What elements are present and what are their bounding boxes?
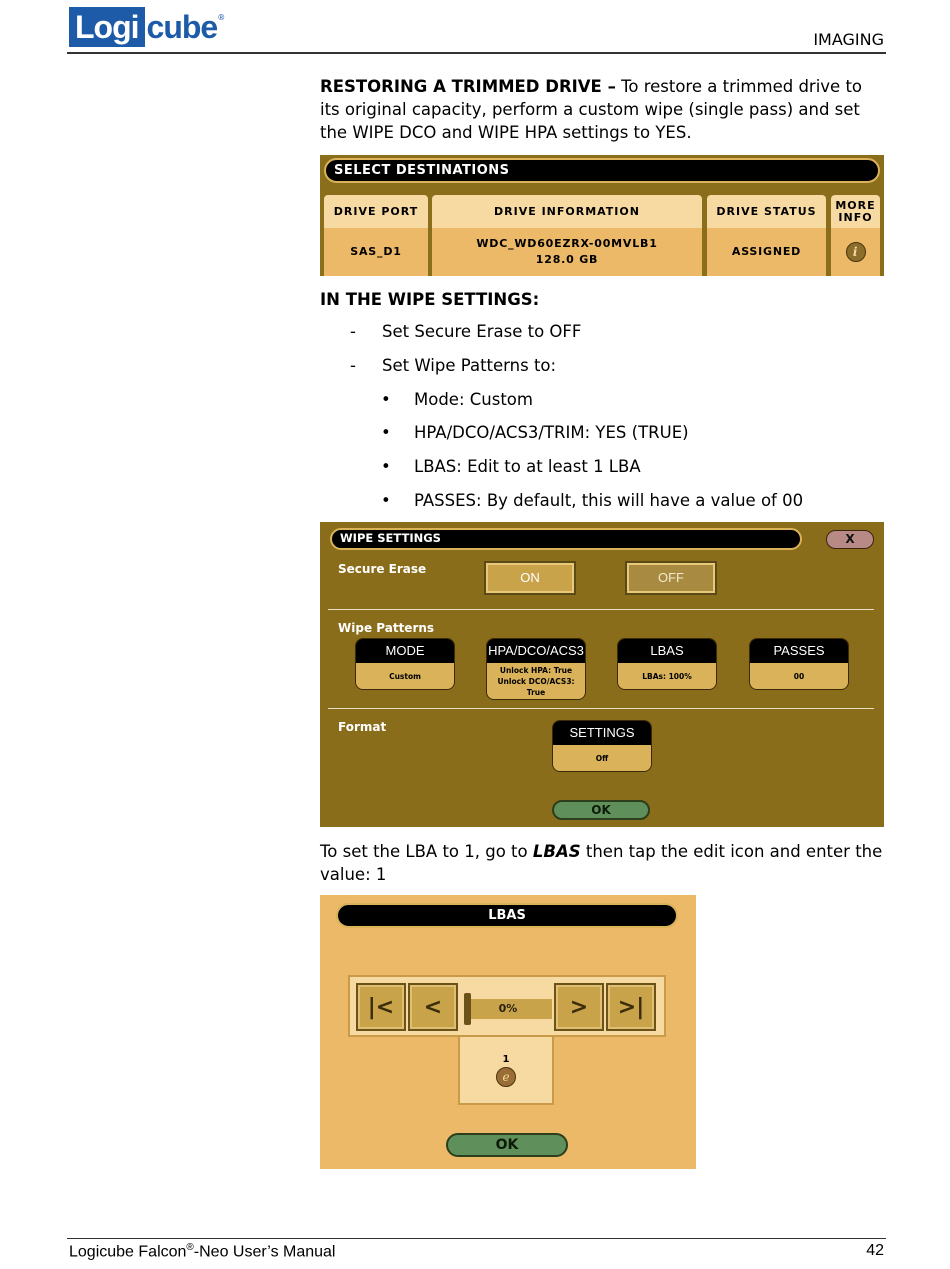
passes-card-value: 00 [793, 671, 805, 681]
header-divider [67, 52, 886, 54]
format-settings-card[interactable] [552, 720, 652, 772]
wipe-patterns-label: Wipe Patterns [338, 621, 435, 635]
wipe-settings-heading: IN THE WIPE SETTINGS: [320, 290, 540, 309]
manual-title-reg: ® [186, 1242, 194, 1253]
step-text: Set Secure Erase to OFF [382, 322, 582, 341]
footer-divider [67, 1238, 886, 1239]
bullet-marker: • [381, 457, 391, 476]
lba-instruction-em: LBAS [532, 842, 581, 861]
lba-instruction-pre: To set the LBA to 1, go to [320, 842, 533, 861]
drive-info-header: DRIVE INFORMATION [432, 195, 702, 228]
select-destinations-title: SELECT DESTINATIONS [324, 158, 880, 183]
prev-icon[interactable]: < [408, 983, 458, 1031]
section-divider [328, 609, 874, 610]
lbas-title: LBAS [336, 903, 678, 928]
hpa-dco-acs3-card[interactable] [486, 638, 586, 700]
drive-capacity: 128.0 GB [535, 253, 599, 266]
drive-info-column[interactable] [432, 195, 702, 276]
drive-status-value: ASSIGNED [731, 245, 802, 258]
hpa-card-title: HPA/DCO/ACS3 [487, 639, 585, 663]
lba-navigation [348, 975, 666, 1037]
hpa-card-line1: Unlock HPA: True [499, 665, 573, 675]
dash-marker: - [350, 322, 356, 341]
bullet-text: LBAS: Edit to at least 1 LBA [414, 457, 641, 476]
bullet-marker: • [381, 390, 391, 409]
page-number: 42 [866, 1242, 884, 1259]
section-divider [328, 708, 874, 709]
bullet-marker: • [381, 423, 391, 442]
lbas-panel [320, 895, 696, 1169]
hpa-card-line2: Unlock DCO/ACS3: True [497, 676, 575, 697]
mode-card-value: Custom [389, 671, 421, 681]
list-item [381, 491, 804, 510]
drive-port-column[interactable] [324, 195, 428, 276]
manual-title [69, 1242, 335, 1261]
info-icon[interactable]: i [846, 242, 866, 262]
bullet-text: Mode: Custom [414, 390, 533, 409]
more-info-header: MORE INFO [831, 195, 880, 228]
lbas-card[interactable] [617, 638, 717, 690]
passes-card-title: PASSES [750, 639, 848, 663]
section-title: IMAGING [813, 30, 884, 49]
mode-card-title: MODE [356, 639, 454, 663]
list-item [381, 423, 689, 442]
progress-handle[interactable] [464, 993, 471, 1025]
lba-progress: 0% [464, 999, 552, 1019]
drive-status-header: DRIVE STATUS [707, 195, 826, 228]
wipe-settings-title: WIPE SETTINGS [330, 528, 802, 550]
format-label: Format [338, 720, 387, 734]
wipe-ok-button[interactable]: OK [552, 800, 650, 820]
lba-value: 1 [502, 1053, 510, 1065]
lba-instruction [320, 840, 884, 886]
manual-title-suffix: -Neo User’s Manual [193, 1243, 336, 1261]
wipe-settings-panel [320, 522, 884, 827]
list-item [381, 457, 641, 476]
dash-marker: - [350, 356, 356, 375]
list-item [350, 356, 557, 375]
list-item [350, 322, 582, 341]
edit-icon[interactable]: e [496, 1067, 516, 1087]
last-icon[interactable]: >| [606, 983, 656, 1031]
intro-text: To restore a trimmed drive to its original capacity, perform a custom wipe (single pass) and set the WIPE DCO and WIPE HPA settings to YES. [320, 77, 863, 142]
manual-title-main: Logicube Falcon [69, 1243, 187, 1261]
lbas-ok-button[interactable]: OK [446, 1133, 568, 1157]
secure-erase-off-button[interactable]: OFF [625, 561, 717, 595]
bullet-text: HPA/DCO/ACS3/TRIM: YES (TRUE) [414, 423, 689, 442]
intro-bold: RESTORING A TRIMMED DRIVE – [320, 77, 616, 96]
mode-card[interactable] [355, 638, 455, 690]
drive-port-value: SAS_D1 [350, 245, 402, 258]
logo-registered: ® [217, 13, 226, 22]
bullet-text: PASSES: By default, this will have a value of 00 [414, 491, 804, 510]
intro-paragraph [320, 75, 884, 144]
logicube-logo [69, 7, 225, 47]
more-info-column [831, 195, 880, 276]
first-icon[interactable]: |< [356, 983, 406, 1031]
logo-main: Logi [69, 7, 145, 47]
step-text: Set Wipe Patterns to: [382, 356, 557, 375]
list-item [381, 390, 533, 409]
drive-model: WDC_WD60EZRX-00MVLB1 [476, 237, 658, 250]
drive-port-header: DRIVE PORT [324, 195, 428, 228]
lbas-card-value: LBAs: 100% [642, 671, 692, 681]
lba-instruction-post: then tap the edit icon and enter the value: 1 [320, 842, 883, 884]
secure-erase-label: Secure Erase [338, 562, 427, 576]
passes-card[interactable] [749, 638, 849, 690]
settings-card-title: SETTINGS [553, 721, 651, 745]
next-icon[interactable]: > [554, 983, 604, 1031]
settings-card-value: Off [595, 753, 609, 763]
select-destinations-panel [320, 155, 884, 276]
close-button[interactable]: X [826, 530, 874, 549]
lba-value-box [458, 1035, 554, 1105]
logo-rest: cube [146, 9, 218, 45]
drive-status-column[interactable] [707, 195, 826, 276]
lbas-card-title: LBAS [618, 639, 716, 663]
bullet-marker: • [381, 491, 391, 510]
secure-erase-on-button[interactable]: ON [484, 561, 576, 595]
